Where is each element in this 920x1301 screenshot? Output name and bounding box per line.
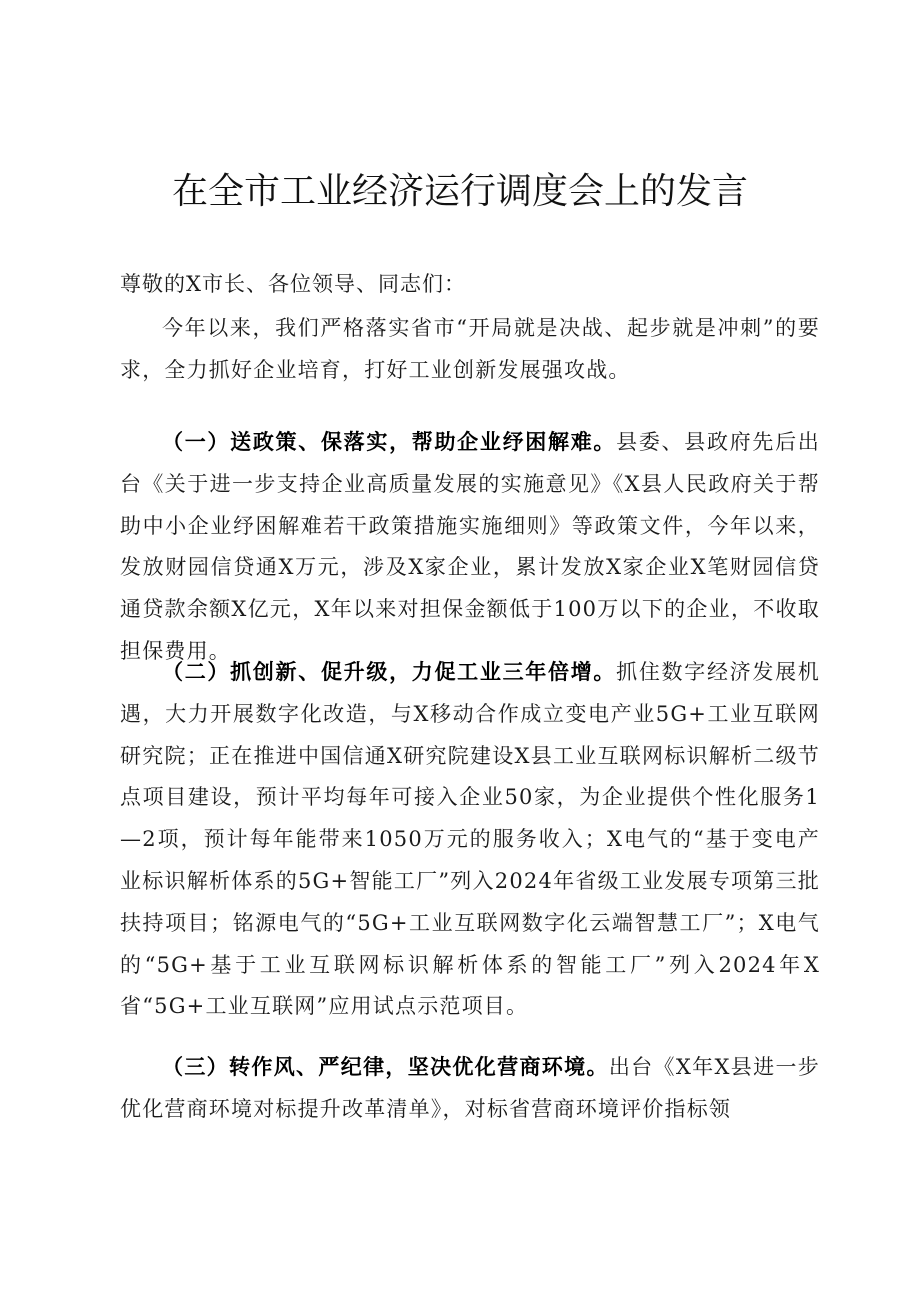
document-title: 在全市工业经济运行调度会上的发言 <box>171 171 748 212</box>
section-paragraph-1 <box>120 421 820 673</box>
section-text-2: 抓住数字经济发展机遇，大力开展数字化改造，与X移动合作成立变电产业5G+工业互联网研究院；正在推进中国信通X研究院建设X县工业互联网标识解析二级节点项目建设，预计平均每年可接入企业50家，为企业提供个性化服务1—2项，预计每年能带来1050万元的服务收入；X电气的“基于变电产业标识解析体系的5G+智能工厂”列入2024年省级工业发展专项第三批扶持项目；铭源电气的“5G+工业互联网数字化云端智慧工厂”；X电气的“5G+基于工业互联网标识解析体系的智能工厂”列入2024年X省“5G+工业互联网”应用试点示范项目。 <box>120 660 820 1019</box>
section-paragraph-2 <box>120 651 820 1028</box>
section-paragraph-3 <box>120 1046 820 1131</box>
intro-paragraph: 今年以来，我们严格落实省市“开局就是决战、起步就是冲刺”的要求，全力抓好企业培育，打好工业创新发展强攻战。 <box>120 316 820 382</box>
section-text-3: 出台《X年X县进一步优化营商环境对标提升改革清单》，对标省营商环境评价指标领 <box>120 1055 820 1121</box>
salutation: 尊敬的X市长、各位领导、同志们： <box>120 272 466 296</box>
section-heading-3: （三）转作风、严纪律，坚决优化营商环境。 <box>162 1054 609 1079</box>
section-text-1: 县委、县政府先后出台《关于进一步支持企业高质量发展的实施意见》《X县人民政府关于帮助中小企业纾困解难若干政策措施实施细则》等政策文件，今年以来，发放财园信贷通X万元，涉及X家企业，累计发放X家企业X笔财园信贷通贷款余额X亿元，X年以来对担保金额低于100万以下的企业，不收取担保费用。 <box>120 430 820 663</box>
section-heading-1: （一）送政策、保落实，帮助企业纾困解难。 <box>162 429 617 454</box>
section-heading-2: （二）抓创新、促升级，力促工业三年倍增。 <box>162 659 617 684</box>
